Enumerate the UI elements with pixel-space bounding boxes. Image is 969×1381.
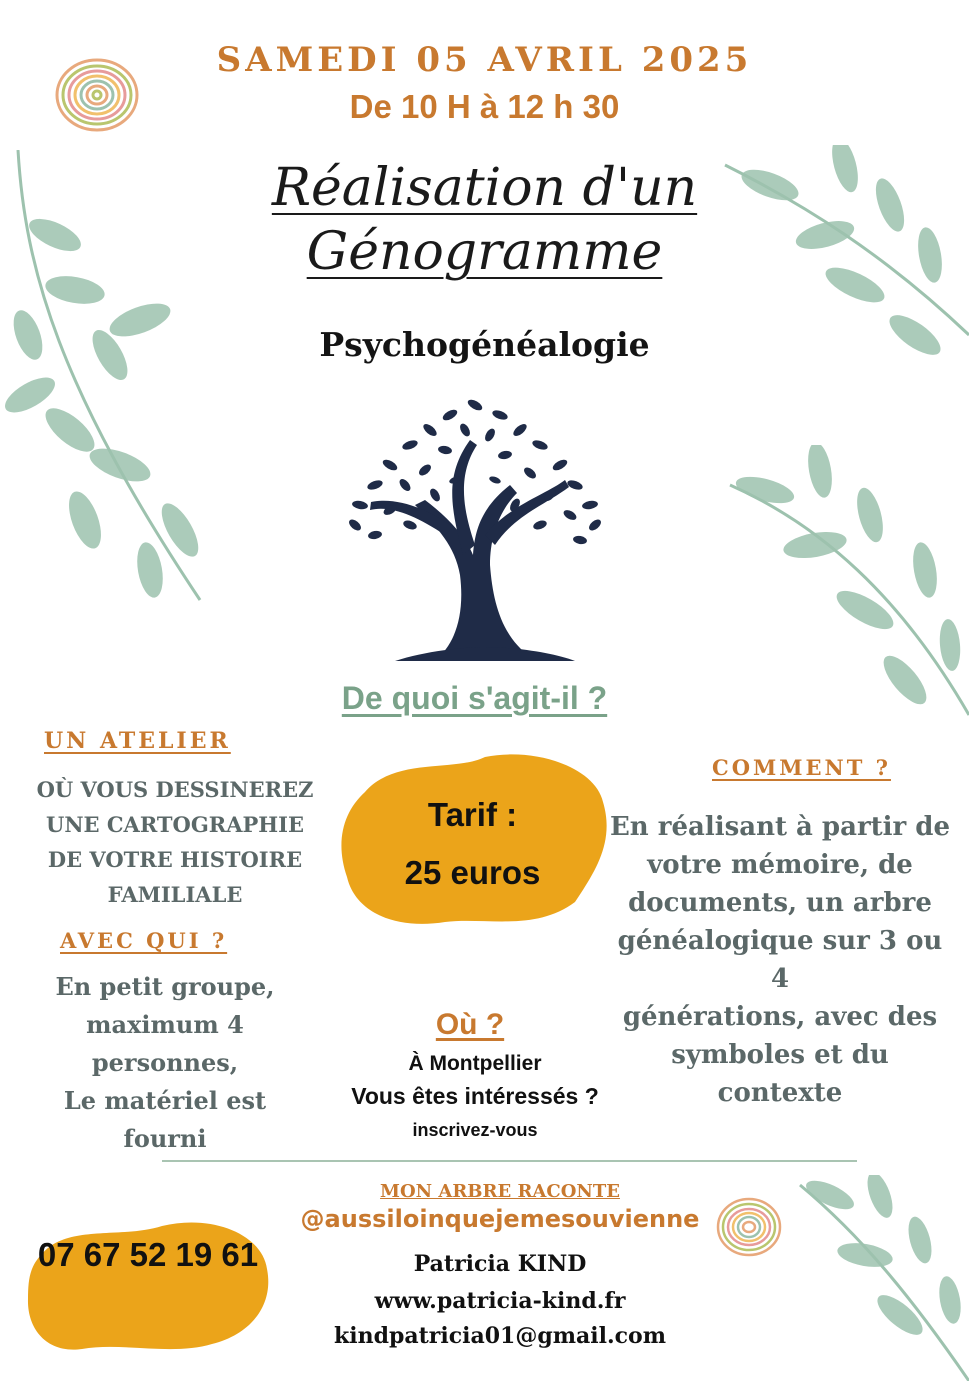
atelier-line: OÙ VOUS DESSINEREZ (36, 777, 314, 802)
tarif-label: Tarif : (427, 796, 518, 833)
tarif-price: 25 euros (404, 854, 541, 891)
phone-number[interactable]: 07 67 52 19 61 (37, 1236, 259, 1273)
contact-name: Patricia KIND (413, 1251, 587, 1277)
interest-question: Vous êtes intéressés ? (351, 1083, 599, 1109)
avec-qui-heading: AVEC QUI ? (60, 928, 228, 953)
location-heading: Où ? (435, 1008, 505, 1041)
avec-qui-line: maximum 4 (86, 1010, 244, 1039)
page-subtitle: Psychogénéalogie (319, 325, 650, 364)
avec-qui-line: fourni (123, 1124, 207, 1153)
comment-line: En réalisant à partir de (609, 812, 951, 842)
eucalyptus-branch-icon (0, 150, 230, 620)
avec-qui-line: En petit groupe, (55, 972, 275, 1001)
section-question-heading: De quoi s'agit-il ? (341, 680, 608, 716)
location-city: À Montpellier (408, 1052, 542, 1075)
tree-ring-logo-icon (715, 1196, 783, 1258)
event-hours: De 10 H à 12 h 30 (349, 88, 620, 125)
tree-illustration-icon (335, 385, 615, 665)
social-handle[interactable]: @aussiloinquejemesouvienne (300, 1205, 700, 1233)
atelier-line: FAMILIALE (107, 882, 243, 907)
avec-qui-line: personnes, (91, 1048, 239, 1077)
comment-line: généalogique sur 3 ou 4 (617, 926, 943, 994)
website-link[interactable]: www.patricia-kind.fr (374, 1288, 626, 1314)
event-date: SAMEDI 05 AVRIL 2025 (216, 40, 753, 80)
atelier-heading: UN ATELIER (44, 728, 231, 754)
phone-highlight-blob (22, 1214, 272, 1354)
atelier-line: DE VOTRE HISTOIRE (47, 847, 303, 872)
footer-divider (162, 1160, 857, 1162)
tarif-text (335, 786, 610, 902)
comment-line: générations, avec des (622, 1002, 938, 1032)
brand-name: MON ARBRE RACONTE (380, 1181, 620, 1202)
page-title-line1: Réalisation d'un (271, 158, 698, 218)
comment-line: contexte (717, 1078, 843, 1108)
email-link[interactable]: kindpatricia01@gmail.com (334, 1323, 666, 1349)
eucalyptus-branch-icon (790, 1175, 969, 1381)
comment-heading: COMMENT ? (712, 755, 891, 780)
signup-cta: inscrivez-vous (412, 1120, 538, 1140)
avec-qui-line: Le matériel est (63, 1086, 267, 1115)
page-title-line2: Génogramme (306, 222, 663, 282)
comment-line: documents, un arbre (628, 888, 932, 918)
comment-description (605, 808, 955, 1112)
avec-qui-description (40, 968, 290, 1158)
atelier-description (30, 772, 320, 912)
comment-line: symboles et du (671, 1040, 889, 1070)
atelier-line: UNE CARTOGRAPHIE (46, 812, 304, 837)
comment-line: votre mémoire, de (647, 850, 913, 880)
